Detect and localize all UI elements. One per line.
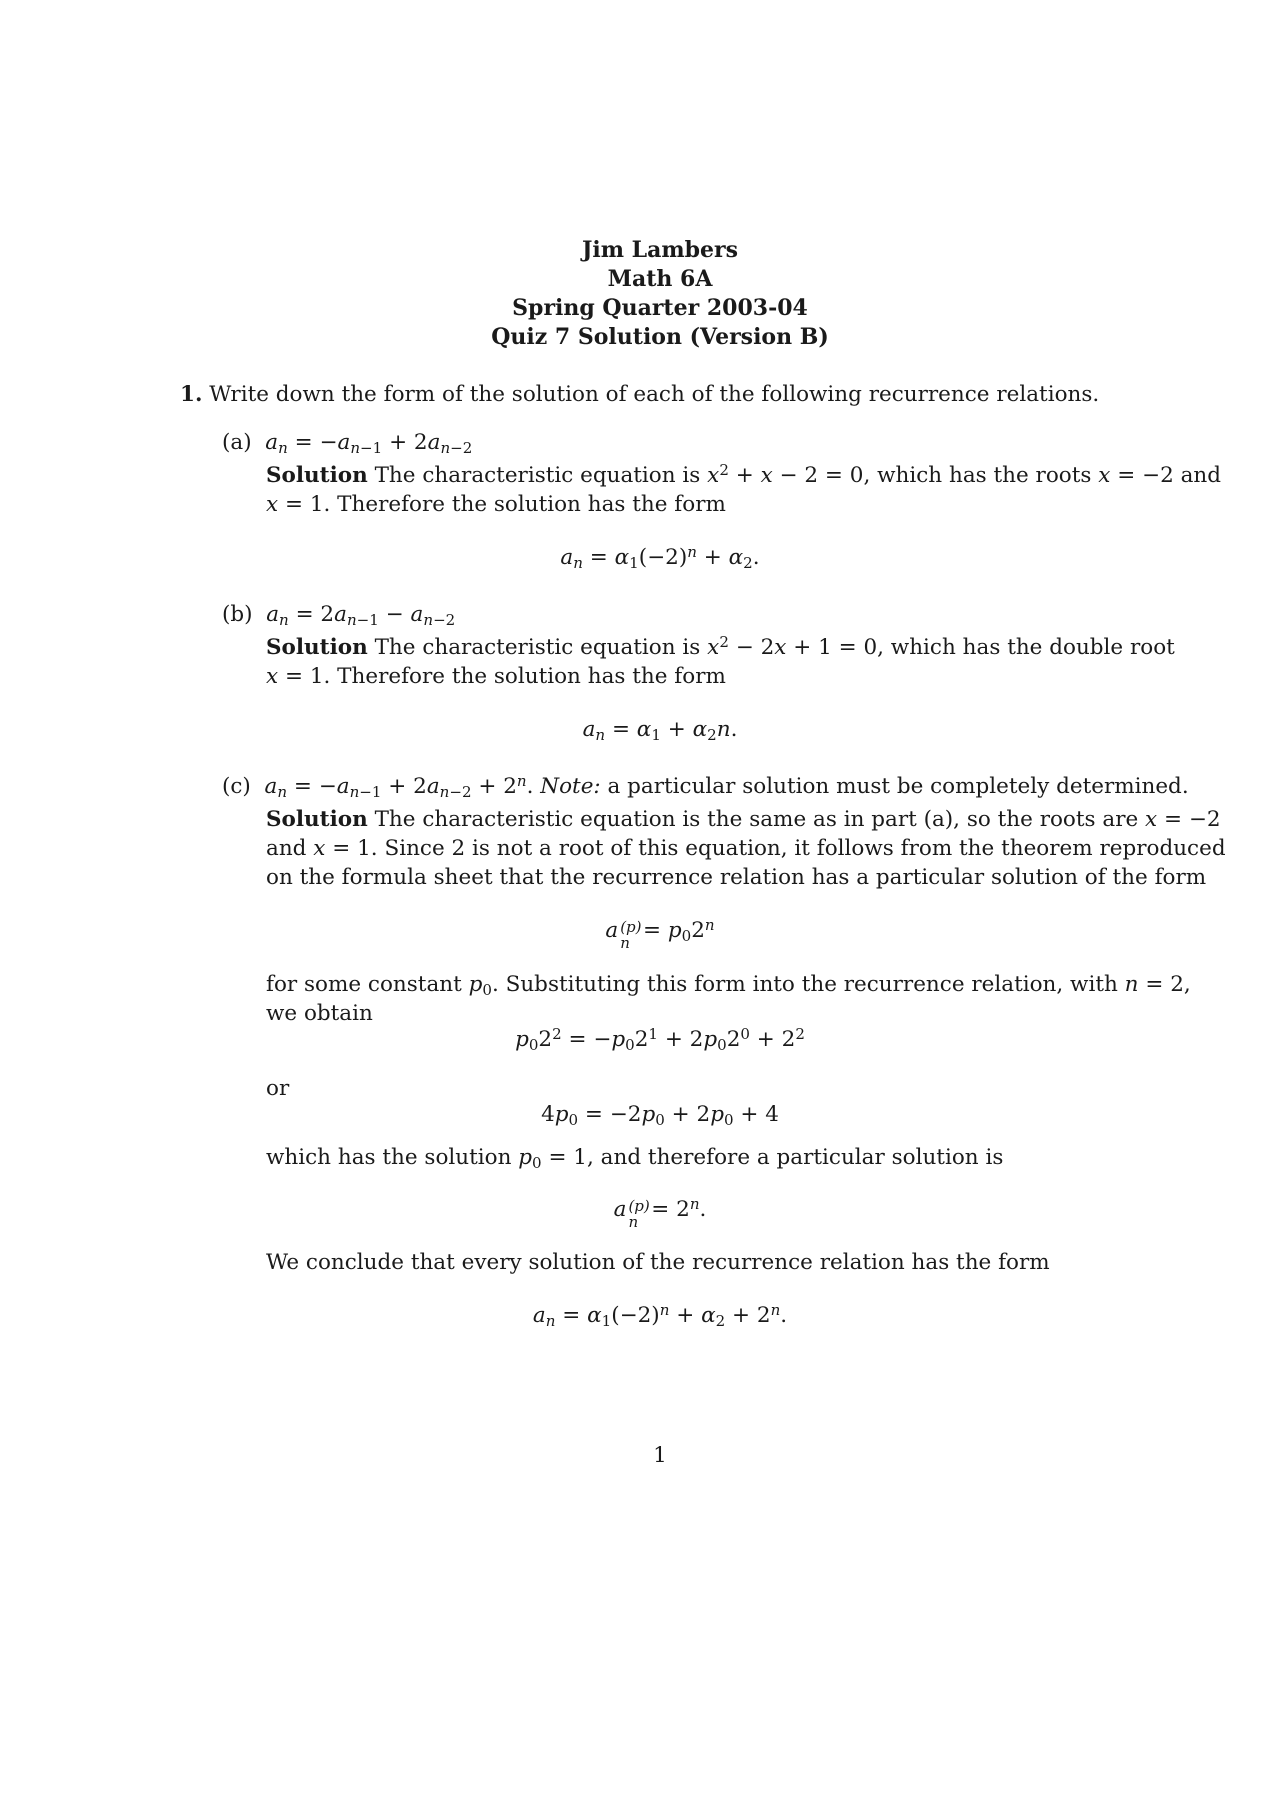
part-a-text1: The characteristic equation is — [374, 463, 701, 488]
part-c-note-label: Note: — [540, 774, 601, 799]
part-c-solution-line2: and x = 1. Since 2 is not a root of this equation, it follows from the theorem reproduced — [266, 836, 1226, 861]
part-b-text1: The characteristic equation is — [374, 635, 701, 660]
or-connector: or — [266, 1076, 290, 1101]
part-c-solution-label: Solution — [266, 807, 368, 832]
part-c-note: a particular solution must be completely determined. — [607, 774, 1189, 799]
part-a-text2: , which has the roots — [863, 463, 1092, 488]
page-number: 1 — [653, 1443, 667, 1468]
part-c-solution-line6: which has the solution $p_0 = 1$, and therefore a particular solution is — [266, 1145, 1004, 1173]
part-a-solution-label: Solution — [266, 463, 368, 488]
particular-solution-equation: a (p) n = $2^n$. — [613, 1195, 707, 1231]
problem-prompt: Write down the form of the solution of each of the following recurrence relations. — [209, 382, 1100, 407]
document-header — [0, 236, 1280, 352]
general-solution-equation: $a_n = \alpha_1(-2)^n + \alpha_2 + 2^n$. — [532, 1301, 788, 1331]
part-c-label: (c) — [222, 774, 251, 799]
part-c-s4a: for some constant — [266, 972, 462, 997]
part-a-solution-line2: x = 1. Therefore the solution has the form — [266, 492, 726, 517]
part-c-solution-line4: for some constant $p_0$. Substituting this form into the recurrence relation, with n = 2, — [266, 972, 1191, 1000]
part-b-solution-line2: x = 1. Therefore the solution has the form — [266, 664, 726, 689]
author: Jim Lambers — [581, 237, 739, 263]
part-c-solution-line3 — [266, 863, 1207, 892]
part-b-text3: . Therefore the solution has the form — [323, 664, 726, 689]
part-b-solution-line1: Solution The characteristic equation is $x^2 - 2x + 1 = 0$, which has the double root — [266, 633, 1175, 660]
part-c-solution-line1: Solution The characteristic equation is the same as in part (a), so the roots are x = −2 — [266, 807, 1221, 832]
part-c-s1: The characteristic equation is the same as in part (a), so the roots are — [374, 807, 1139, 832]
part-a-text3: and — [1180, 463, 1222, 488]
part-b-text2: , which has the double root — [877, 635, 1175, 660]
part-c-s3: on the formula sheet that the recurrence relation has a particular solution of the form — [266, 865, 1207, 890]
course: Math 6A — [607, 266, 713, 292]
part-c-s2b: . Since 2 is not a root of this equation, it follows from the theorem reproduced — [370, 836, 1226, 861]
part-c-s2a: and — [266, 836, 307, 861]
part-a-result-equation: $a_n = \alpha_1(-2)^n + \alpha_2$. — [560, 543, 760, 573]
problem-number: 1. — [180, 382, 203, 407]
part-b-label: (b) — [222, 602, 253, 627]
term: Spring Quarter 2003-04 — [512, 295, 808, 321]
problem-statement — [180, 380, 1099, 409]
part-a-solution-line1: Solution The characteristic equation is $x^2 + x - 2 = 0$, which has the roots x = −2 and — [266, 461, 1222, 488]
part-b-result-equation: $a_n = \alpha_1 + \alpha_2n$. — [582, 717, 738, 745]
part-c-conclusion: We conclude that every solution of the recurrence relation has the form — [266, 1250, 1050, 1275]
part-c-s6b: , and therefore a particular solution is — [587, 1145, 1004, 1170]
part-c-s6a: which has the solution — [266, 1145, 512, 1170]
part-c-recurrence: (c) $a_n = -a_{n-1} + 2a_{n-2} + 2^n$. Note: a particular solution must be completely determined. — [222, 772, 1189, 802]
quiz-title: Quiz 7 Solution (Version B) — [491, 324, 829, 350]
simplified-equation: $4p_0 = -2p_0 + 2p_0 + 4$ — [541, 1102, 779, 1130]
part-c-s4b: . Substituting this form into the recurrence relation, with — [491, 972, 1118, 997]
particular-form-equation: a (p) n = $p_02^n$ — [605, 916, 715, 952]
part-b-solution-label: Solution — [266, 635, 368, 660]
substitution-equation: $p_02^2 = -p_02^1 + 2p_02^0 + 2^2$ — [515, 1025, 805, 1055]
part-a-text4: . Therefore the solution has the form — [323, 492, 726, 517]
part-a-recurrence: (a) $a_n = -a_{n-1} + 2a_{n-2}$ — [222, 430, 473, 458]
part-b-recurrence: (b) $a_n = 2a_{n-1} - a_{n-2}$ — [222, 602, 456, 630]
part-c-solution-line5: we obtain — [266, 1001, 373, 1026]
part-a-label: (a) — [222, 430, 252, 455]
